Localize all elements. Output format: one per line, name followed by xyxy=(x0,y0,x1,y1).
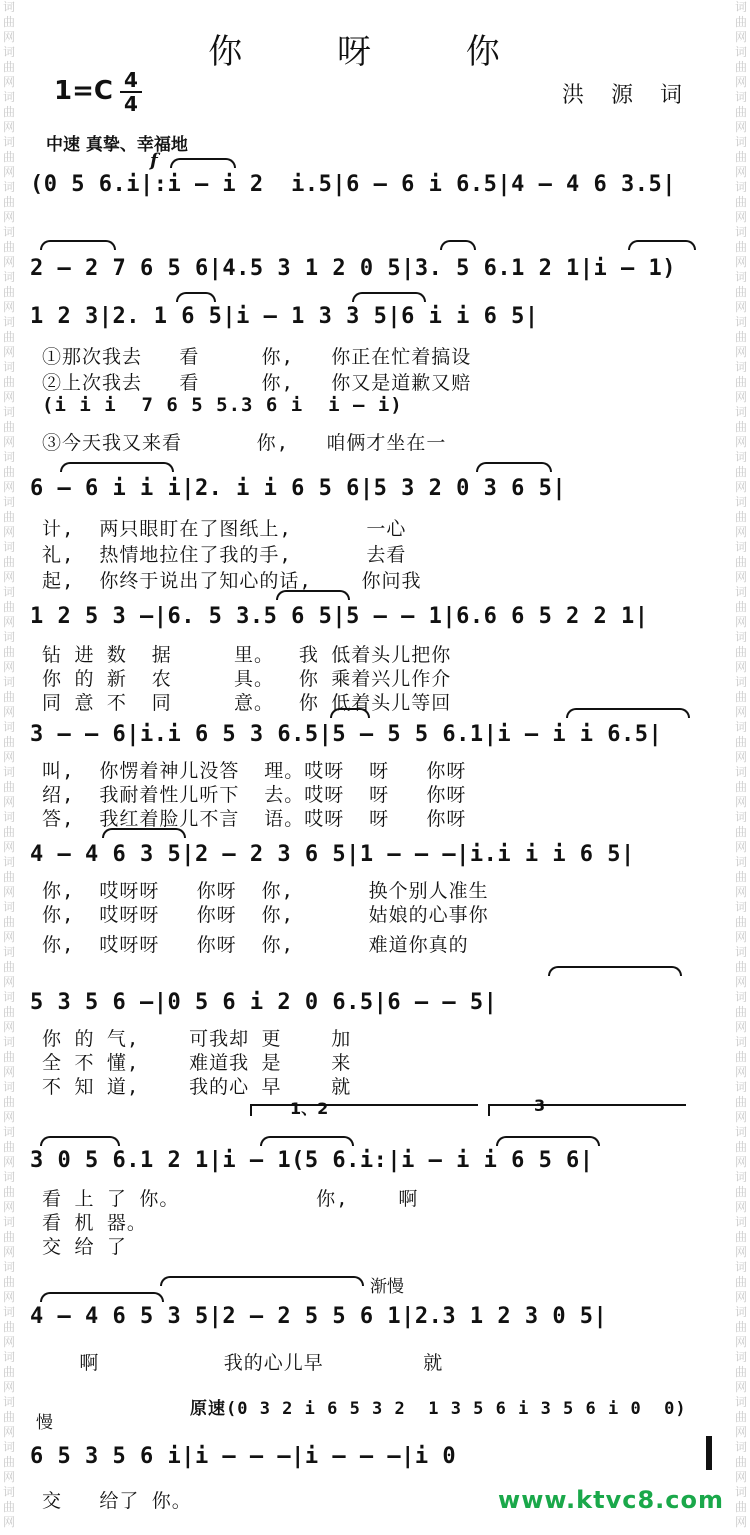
score-row-8: 5 3 5 6 —|0 5 6 i 2 0 6.5|6 — — 5| xyxy=(30,990,498,1015)
volta-label-3: 3 xyxy=(534,1096,546,1115)
lyric-row-3-verse3: ③今天我又来看 你, 咱俩才坐在一 xyxy=(42,432,447,454)
dynamic-f: f xyxy=(150,150,158,171)
slur xyxy=(40,240,116,250)
tempo-return-notes: 原速(0 3 2 i 6 5 3 2 1 3 5 6 i 3 5 6 i 0 0) xyxy=(190,1399,687,1419)
slur xyxy=(176,292,216,302)
alt-notes-row-3: (i i i 7 6 5 5.3 6 i i — i) xyxy=(42,394,403,416)
slur xyxy=(260,1136,354,1146)
score-row-10: 4 — 4 6 5 3 5|2 — 2 5 5 6 1|2.3 1 2 3 0 5| xyxy=(30,1304,608,1329)
slur xyxy=(548,966,682,976)
slur xyxy=(476,462,552,472)
lyric-row-7-verse3: 你, 哎呀呀 你呀 你, 难道你真的 xyxy=(42,934,469,956)
lyric-row-8-verse3: 不 知 道, 我的心 早 就 xyxy=(42,1076,352,1098)
lyric-row-8-verse2: 全 不 懂, 难道我 是 来 xyxy=(42,1052,352,1074)
score-row-1: (0 5 6.i|:i — i 2 i.5|6 — 6 i 6.5|4 — 4 6 3.5| xyxy=(30,172,677,197)
slur xyxy=(440,240,476,250)
tempo-rit-marking: 渐慢 xyxy=(370,1277,404,1297)
lyric-row-11: 交 给了 你。 xyxy=(42,1490,192,1512)
slur xyxy=(496,1136,600,1146)
lyric-row-6-verse3: 答, 我红着脸儿不言 语。哎呀 呀 你呀 xyxy=(42,808,467,830)
lyric-row-5-verse3: 同 意 不 同 意。 你 低着头儿等回 xyxy=(42,692,452,714)
slur xyxy=(170,158,236,168)
score-row-11: 6 5 3 5 6 i|i — — —|i — — —|i 0 xyxy=(30,1444,457,1469)
slur xyxy=(102,828,186,838)
slow-marking: 慢 xyxy=(36,1413,53,1433)
lyricist-credit: 洪 源 词 xyxy=(562,83,692,108)
slur xyxy=(276,590,350,600)
slur xyxy=(40,1292,164,1302)
lyric-row-4-verse2: 礼, 热情地拉住了我的手, 去看 xyxy=(42,544,407,566)
song-title: 你 呀 你 xyxy=(208,32,542,72)
lyric-row-5-verse2: 你 的 新 农 具。 你 乘着兴儿作介 xyxy=(42,668,452,690)
slur xyxy=(40,1136,120,1146)
volta-bracket-3 xyxy=(488,1104,686,1116)
lyric-row-6-verse2: 绍, 我耐着性儿听下 去。哎呀 呀 你呀 xyxy=(42,784,467,806)
slur xyxy=(330,708,370,718)
score-row-4: 6 — 6 i i i|2. i i 6 5 6|5 3 2 0 3 6 5| xyxy=(30,476,567,501)
score-row-9: 3 0 5 6.1 2 1|i — 1(5 6.i:|i — i i 6 5 6| xyxy=(30,1148,594,1173)
score-row-2: 2 — 2 7 6 5 6|4.5 3 1 2 0 5|3. 5 6.1 2 1|i — 1) xyxy=(30,256,677,281)
final-barline xyxy=(706,1436,712,1470)
slur xyxy=(60,462,174,472)
score-row-3: 1 2 3|2. 1 6 5|i — 1 3 3 5|6 i i 6 5| xyxy=(30,304,539,329)
slur xyxy=(628,240,696,250)
score-row-6: 3 — — 6|i.i 6 5 3 6.5|5 — 5 5 6.1|i — i i 6.5| xyxy=(30,722,663,747)
lyric-row-3-verse2: ②上次我去 看 你, 你又是道歉又赔 xyxy=(42,372,472,394)
lyric-row-6-verse1: 叫, 你愣着神儿没答 理。哎呀 呀 你呀 xyxy=(42,760,467,782)
score-row-7: 4 — 4 6 3 5|2 — 2 3 6 5|1 — — —|i.i i i 6 5| xyxy=(30,842,635,867)
watermark-text: 词 曲 网 词 曲 网 词 曲 网 词 曲 网 词 曲 网 词 曲 网 词 曲 网 词 曲 网 词 曲 网 词 曲 网 词 曲 网 词 曲 网 词 曲 网 词 曲 网 词 曲 网 词 曲 网 词 曲 网 词 曲 网 词 曲 网 词 曲 网 词 曲 网 词 曲 网 词 曲 网 词 曲 网 词 曲 网 词 曲 网 词 曲 网 词 曲 网 词 曲 网 词 曲 网 词 曲 网 词 曲 网 词 曲 网 词 曲 网 xyxy=(2,0,15,1529)
lyric-row-7-verse1: 你, 哎呀呀 你呀 你, 换个别人准生 xyxy=(42,880,489,902)
time-bottom: 4 xyxy=(124,92,138,116)
slur xyxy=(160,1276,364,1286)
score-row-5: 1 2 5 3 —|6. 5 3.5 6 5|5 — — 1|6.6 6 5 2 2 1| xyxy=(30,604,649,629)
lyric-row-9-verse1: 看 上 了 你。 你, 啊 xyxy=(42,1188,419,1210)
time-top: 4 xyxy=(124,68,138,92)
lyric-row-8-verse1: 你 的 气, 可我却 更 加 xyxy=(42,1028,352,1050)
volta-label-1-2: 1、2 xyxy=(290,1099,329,1118)
lyric-row-7-verse2: 你, 哎呀呀 你呀 你, 姑娘的心事你 xyxy=(42,904,489,926)
key-signature: 1=C xyxy=(54,76,113,106)
lyric-row-4-verse1: 计, 两只眼盯在了图纸上, 一心 xyxy=(42,518,407,540)
lyric-row-3-verse1: ①那次我去 看 你, 你正在忙着搞设 xyxy=(42,346,472,368)
lyric-row-9-verse3: 交 给 了 xyxy=(42,1236,127,1258)
lyric-row-4-verse3: 起, 你终于说出了知心的话, 你问我 xyxy=(42,570,422,592)
lyric-row-9-verse2: 看 机 器。 xyxy=(42,1212,147,1234)
lyric-row-10: 啊 我的心儿早 就 xyxy=(42,1352,444,1374)
slur xyxy=(352,292,426,302)
time-signature xyxy=(118,70,144,114)
site-watermark: www.ktvc8.com xyxy=(498,1486,724,1514)
volta-bracket-1-2 xyxy=(250,1104,478,1116)
tempo-marking: 中速 真挚、幸福地 xyxy=(46,135,188,155)
watermark-left xyxy=(2,0,16,1530)
watermark-text: 词 曲 网 词 曲 网 词 曲 网 词 曲 网 词 曲 网 词 曲 网 词 曲 网 词 曲 网 词 曲 网 词 曲 网 词 曲 网 词 曲 网 词 曲 网 词 曲 网 词 曲 网 词 曲 网 词 曲 网 词 曲 网 词 曲 网 词 曲 网 词 曲 网 词 曲 网 词 曲 网 词 曲 网 词 曲 网 词 曲 网 词 曲 网 词 曲 网 词 曲 网 词 曲 网 词 曲 网 词 曲 网 词 曲 网 词 曲 网 xyxy=(734,0,747,1529)
lyric-row-5-verse1: 钻 进 数 据 里。 我 低着头儿把你 xyxy=(42,644,452,666)
slur xyxy=(566,708,690,718)
watermark-right xyxy=(734,0,748,1530)
